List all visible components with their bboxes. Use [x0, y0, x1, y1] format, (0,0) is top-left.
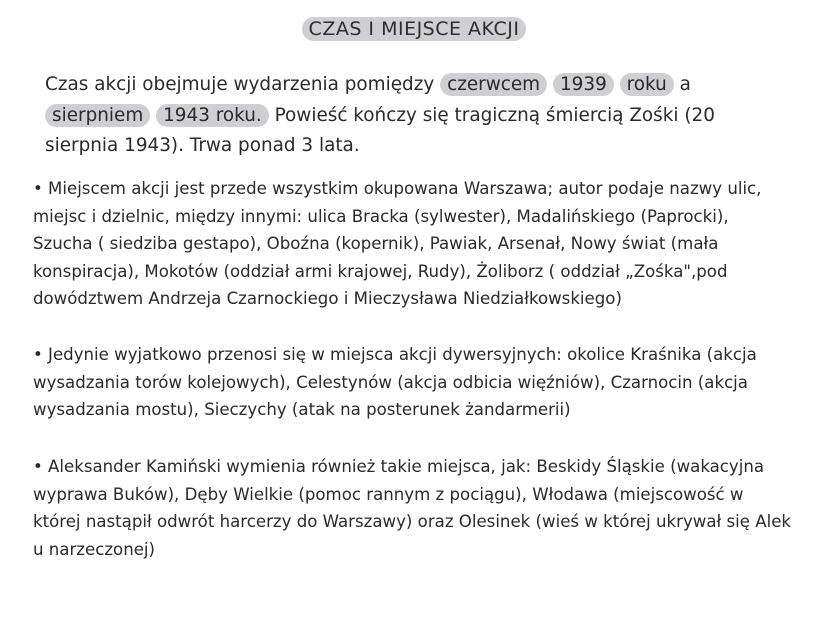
highlight-sierpniem: sierpniem — [45, 104, 150, 127]
highlight-1943-roku: 1943 roku. — [156, 104, 269, 127]
intro-text-2: a — [673, 74, 691, 95]
intro-text-3: Powieść kończy się tragiczną śmiercią Zośki (20 sierpnia 1943). Trwa ponad 3 lata. — [45, 104, 715, 156]
bullet-inne-miejsca: • Aleksander Kamiński wymienia również takie miejsca, jak: Beskidy Śląskie (wakacyjna wyprawa Buków), Dęby Wielkie (pomoc rannym z pociągu), Włodawa (miejscowość w której nastąpił odwrót harcerzy do Warszawy) oraz Olesinek (wieś w której ukrywał się Alek u narzeczonej) — [33, 457, 792, 559]
intro-text-1: Czas akcji obejmuje wydarzenia pomiędzy — [45, 74, 441, 95]
highlight-czerwcem: czerwcem — [440, 73, 547, 96]
bullet-akcje-dywersyjne: • Jedynie wyjatkowo przenosi się w miejsca akcji dywersyjnych: okolice Kraśnika (akcja wysadzania torów kolejowych), Celestynów (akcja odbicia więźniów), Czarnocin (akcja wysadzania mostu), Sieczychy (atak na posterunek żandarmerii) — [33, 345, 757, 419]
bullet-warszawa: • Miejscem akcji jest przede wszystkim okupowana Warszawa; autor podaje nazwy ulic, miejsc i dzielnic, między innymi: ulica Bracka (sylwester), Madalińskiego (Paprocki), Szucha ( siedziba gestapo), Oboźna (kopernik), Pawiak, Arsenał, Nowy świat (mała konspiracja), Mokotów (oddział armi krajowej, Rudy), Żoliborz ( oddział „Zośka",pod dowództwem Andrzeja Czarnockiego i Mieczysława Niedziałkowskiego) — [33, 179, 762, 308]
highlight-1939: 1939 — [553, 73, 614, 96]
intro-paragraph — [45, 70, 785, 162]
highlight-roku: roku — [620, 73, 674, 96]
page-title: CZAS I MIEJSCE AKCJI — [302, 17, 527, 41]
title-container — [0, 17, 828, 41]
